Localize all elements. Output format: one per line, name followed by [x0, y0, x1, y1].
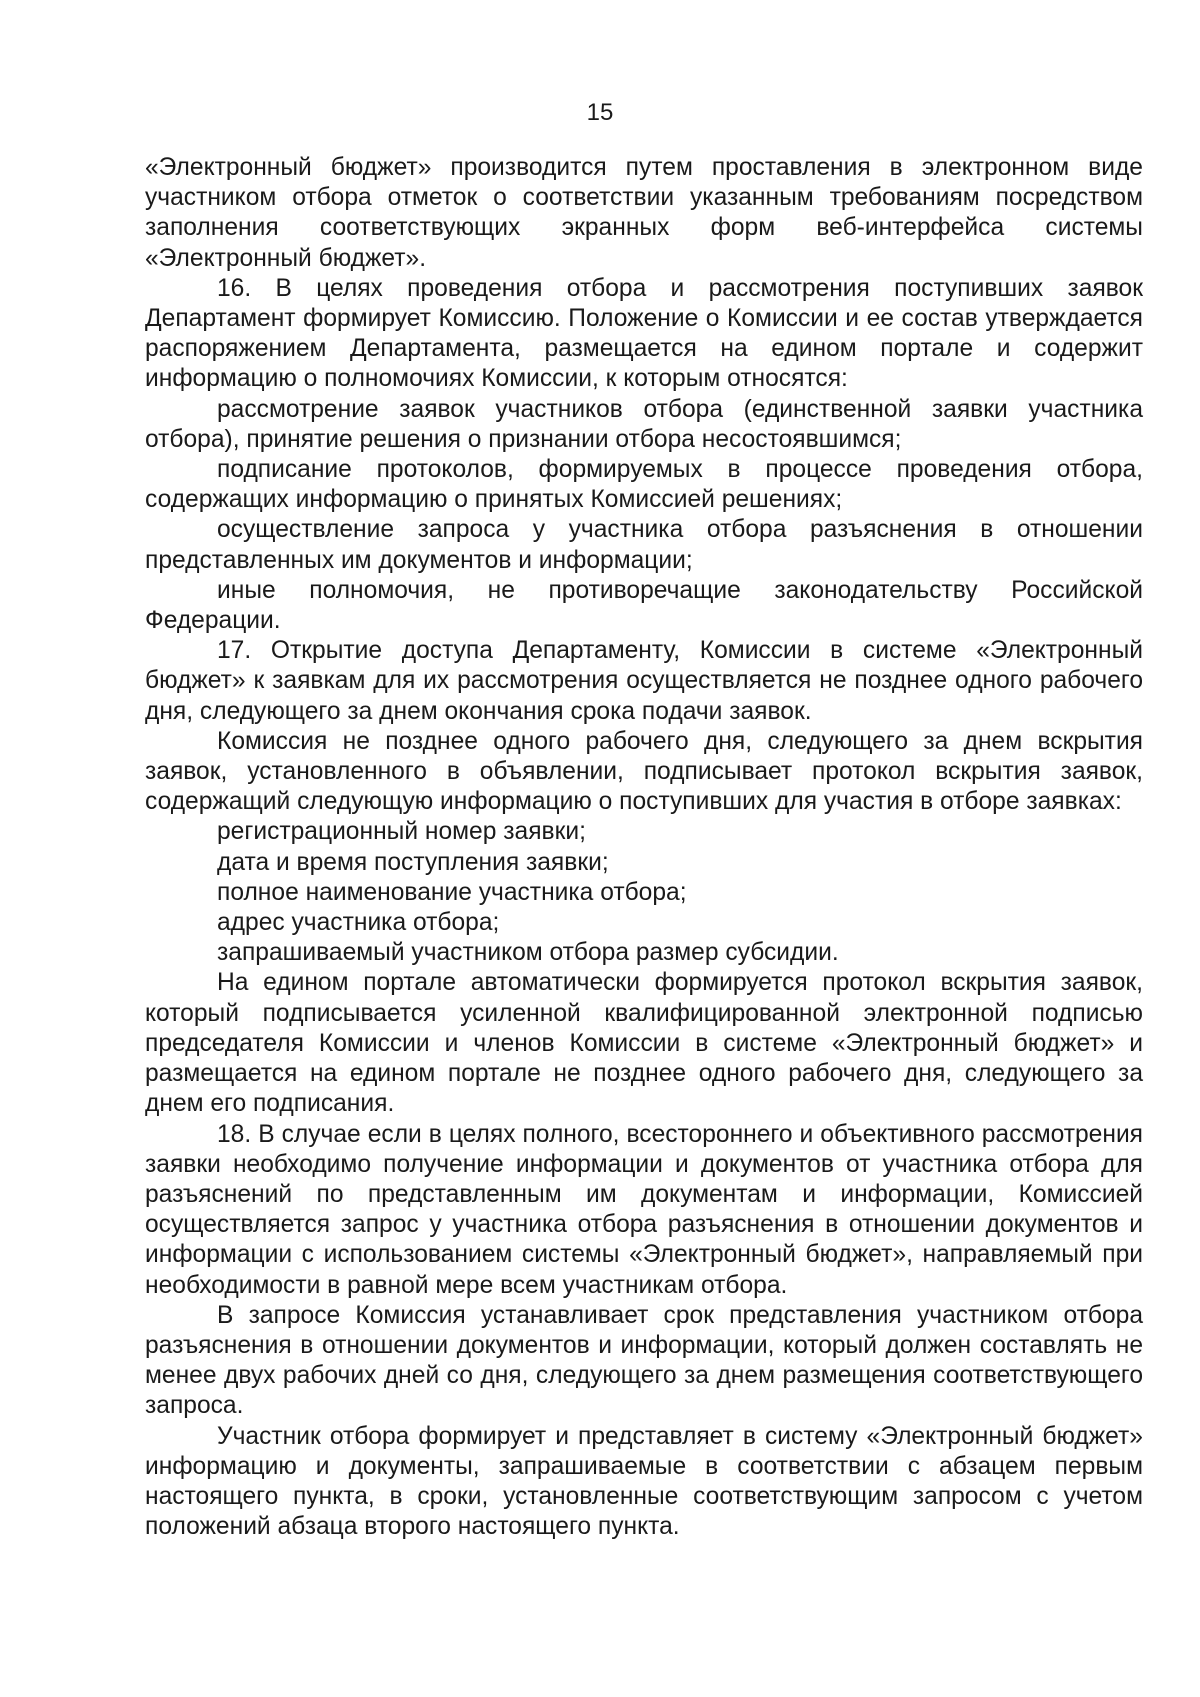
list-item: адрес участника отбора; [217, 909, 500, 937]
document-body [145, 153, 1143, 1542]
list-item: дата и время поступления заявки; [217, 848, 609, 876]
paragraph-item-18: 18. В случае если в целях полного, всестороннего и объективного рассмотрения заявки необходимо получение информации и документов от участника отбора для разъяснений по представленным им документам и информации, Комиссией осуществляется запрос у участника отбора разъяснения в отношении документов и информации с использованием системы «Электронный бюджет», направляемый при необходимости в равной мере всем участникам отбора. [145, 1120, 1143, 1299]
paragraph: рассмотрение заявок участников отбора (единственной заявки участника отбора), принятие решения о признании отбора несостоявшимся; [145, 395, 1143, 453]
paragraph: На едином портале автоматически формируется протокол вскрытия заявок, который подписывается усиленной квалифицированной электронной подписью председателя Комиссии и членов Комиссии в системе «Электронный бюджет» и размещается на едином портале не позднее одного рабочего дня, следующего за днем его подписания. [145, 969, 1143, 1118]
list-item: полное наименование участника отбора; [217, 878, 687, 906]
paragraph: «Электронный бюджет» производится путем проставления в электронном виде участником отбора отметок о соответствии указанным требованиям посредством заполнения соответствующих экранных форм веб-интерфейса системы «Электронный бюджет». [145, 154, 1143, 272]
list-item: запрашиваемый участником отбора размер субсидии. [217, 939, 839, 967]
paragraph: подписание протоколов, формируемых в процессе проведения отбора, содержащих информацию о принятых Комиссией решениях; [145, 456, 1143, 514]
list-item: регистрационный номер заявки; [217, 818, 586, 846]
paragraph: Участник отбора формирует и представляет в систему «Электронный бюджет» информацию и документы, запрашиваемые в соответствии с абзацем первым настоящего пункта, в сроки, установленные соответствующим запросом с учетом положений абзаца второго настоящего пункта. [145, 1422, 1143, 1541]
page-number: 15 [586, 99, 614, 126]
paragraph: В запросе Комиссия устанавливает срок представления участником отбора разъяснения в отношении документов и информации, который должен составлять не менее двух рабочих дней со дня, следующего за днем размещения соответствующего запроса. [145, 1301, 1143, 1420]
paragraph: иные полномочия, не противоречащие законодательству Российской Федерации. [145, 576, 1143, 635]
paragraph: осуществление запроса у участника отбора разъяснения в отношении представленных им документов и информации; [145, 516, 1143, 574]
paragraph-item-17: 17. Открытие доступа Департаменту, Комиссии в системе «Электронный бюджет» к заявкам для их рассмотрения осуществляется не позднее одного рабочего дня, следующего за днем окончания срока подачи заявок. [145, 637, 1143, 725]
paragraph: Комиссия не позднее одного рабочего дня, следующего за днем вскрытия заявок, установленного в объявлении, подписывает протокол вскрытия заявок, содержащий следующую информацию о поступивших для участия в отборе заявках: [145, 727, 1143, 816]
paragraph-item-16: 16. В целях проведения отбора и рассмотрения поступивших заявок Департамент формирует Комиссию. Положение о Комиссии и ее состав утверждается распоряжением Департамента, размещается на едином портале и содержит информацию о полномочиях Комиссии, к которым относятся: [145, 274, 1143, 393]
